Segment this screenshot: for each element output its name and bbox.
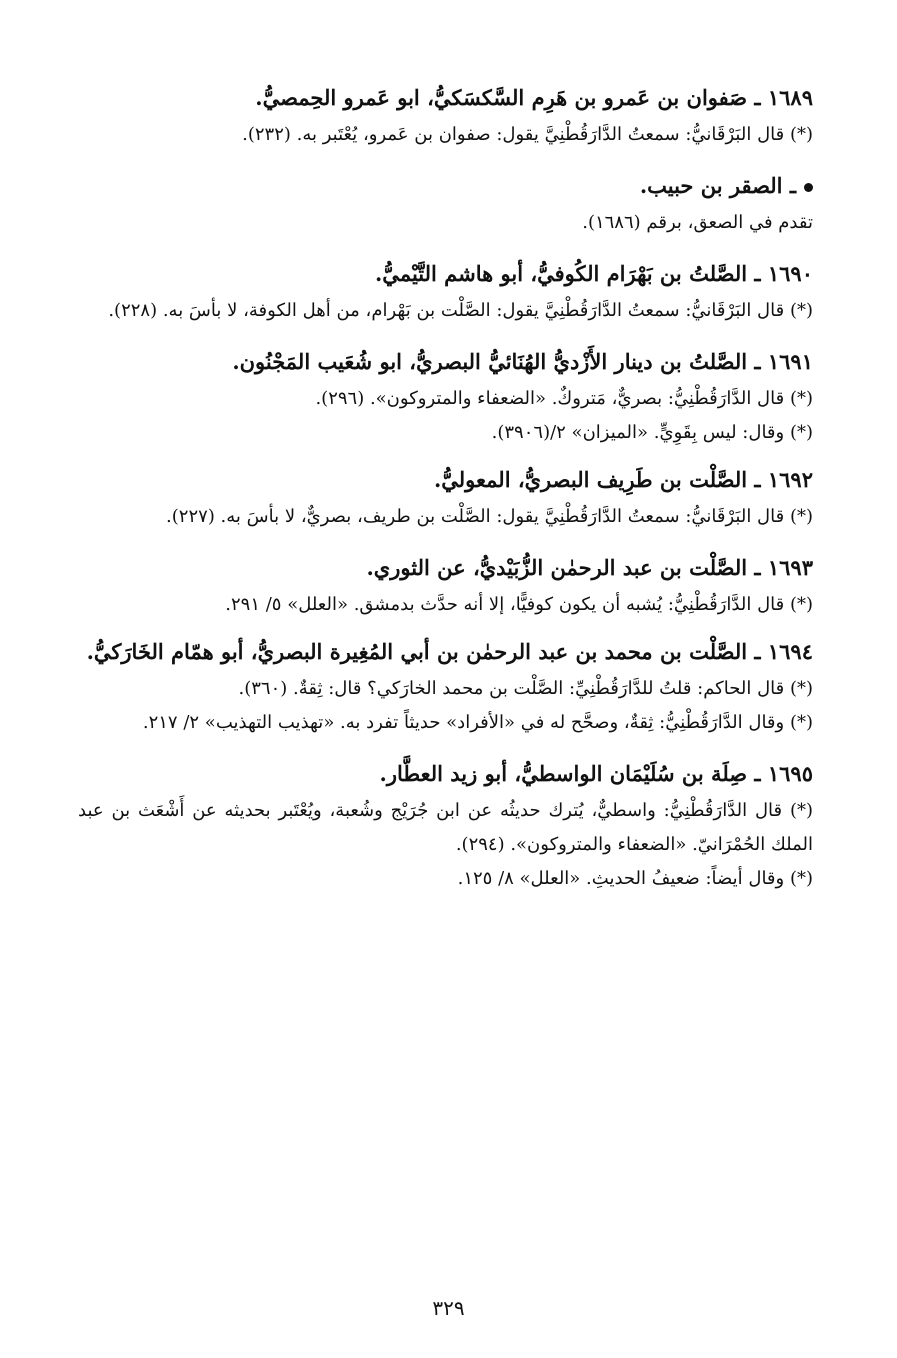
entry-1692 xyxy=(78,460,813,534)
page-number: ٣٢٩ xyxy=(432,1296,465,1320)
entry-heading: ١٦٩٠ ـ الصَّلتُ بن بَهْرَام الكُوفيُّ، أبو هاشم التَّيْميُّ. xyxy=(375,261,813,286)
entry-note: (*) وقال الدَّارَقُطْنِيُّ: ثِقةٌ، وصحَّح له في «الأفراد» حديثاً تفرد به. «تهذيب التهذيب» ٢/ ٢١٧. xyxy=(142,712,813,733)
entry-heading: ١٦٨٩ ـ صَفوان بن عَمرو بن هَرِم السَّكسَكيُّ، ابو عَمرو الحِمصيُّ. xyxy=(255,85,813,110)
entry-saqr xyxy=(78,166,813,240)
entry-note: تقدم في الصعق، برقم (١٦٨٦). xyxy=(582,212,813,233)
entry-heading: ١٦٩١ ـ الصَّلتُ بن دينار الأَزْديُّ الهُنَائيُّ البصريُّ، ابو شُعَيب المَجْنُون. xyxy=(232,349,813,374)
entry-note: (*) وقال أيضاً: ضعيفُ الحديثِ. «العلل» ٨/ ١٢٥. xyxy=(457,868,813,889)
entry-note: (*) قال الدَّارَقُطْنِيُّ: يُشبه أن يكون كوفيًّا، إلا أنه حدَّث بدمشق. «العلل» ٥/ ٢٩١. xyxy=(225,594,813,615)
entry-note: (*) قال الدَّارَقُطْنِيُّ: واسطيٌّ، يُترك حديثُه عن ابن جُرَيْج وشُعبة، ويُعْتَبر بحديثه عن أَشْعَث بن عبد الملك الحُمْرَانيّ. «الضعفاء والمتروكون». (٢٩٤). xyxy=(78,800,813,855)
entry-note: (*) قال الدَّارَقُطْنِيُّ: بصريٌّ، مَتروكٌ. «الضعفاء والمتروكون». (٢٩٦). xyxy=(315,388,813,409)
entry-1691 xyxy=(78,342,813,450)
entry-1689 xyxy=(78,78,813,152)
entry-1695 xyxy=(78,754,813,896)
entry-heading: ١٦٩٢ ـ الصَّلْت بن طَرِيف البصريُّ، المعوليُّ. xyxy=(433,467,813,492)
entry-heading: ١٦٩٤ ـ الصَّلْت بن محمد بن عبد الرحمٰن بن أبي المُغِيرة البصريُّ، أبو همّام الخَارَكيُّ. xyxy=(86,639,813,664)
entry-heading: ١٦٩٥ ـ صِلَة بن سُلَيْمَان الواسطيُّ، أبو زيد العطَّار. xyxy=(379,761,813,786)
page-body xyxy=(78,78,813,896)
entry-note: (*) وقال: ليس بِقَوِيٍّ. «الميزان» ٢/(٣٩٠٦). xyxy=(491,422,813,443)
entry-note: (*) قال البَرْقَانيُّ: سمعتُ الدَّارَقُطْنِيَّ يقول: صفوان بن عَمرو، يُعْتَبر به. (٢٣٢). xyxy=(242,124,813,145)
bullet-icon xyxy=(804,183,813,192)
entry-heading: ـ الصقر بن حبيب. xyxy=(78,166,813,206)
entry-heading: ١٦٩٣ ـ الصَّلْت بن عبد الرحمٰن الزُّبَيْديُّ، عن الثوري. xyxy=(366,555,813,580)
entry-note: (*) قال البَرْقَانيُّ: سمعتُ الدَّارَقُطْنِيَّ يقول: الصَّلْت بن بَهْرام، من أهل الكوفة، لا بأسَ به. (٢٢٨). xyxy=(108,300,813,321)
entry-1693 xyxy=(78,548,813,622)
entry-1694 xyxy=(78,632,813,740)
entry-note: (*) قال الحاكم: قلتُ للدَّارَقُطْنِيِّ: الصَّلْت بن محمد الخارَكي؟ قال: ثِقةٌ. (٣٦٠). xyxy=(238,678,813,699)
entry-1690 xyxy=(78,254,813,328)
entry-note: (*) قال البَرْقَانيُّ: سمعتُ الدَّارَقُطْنِيَّ يقول: الصَّلْت بن طريف، بصريٌّ، لا بأسَ به. (٢٢٧). xyxy=(166,506,813,527)
